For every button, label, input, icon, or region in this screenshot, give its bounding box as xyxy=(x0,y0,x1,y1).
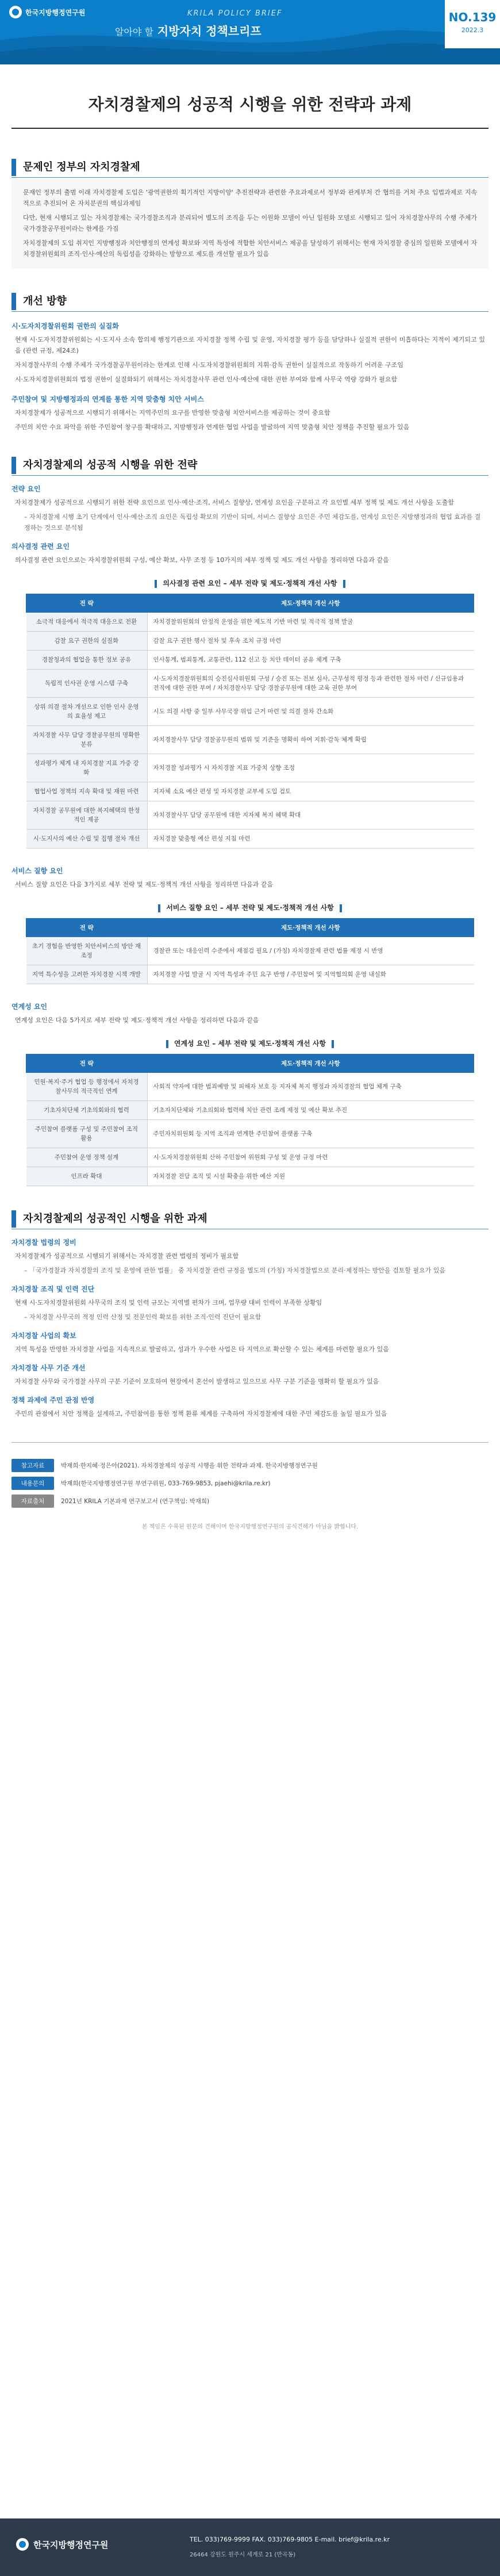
brand-prefix: 알아야 할 xyxy=(115,26,153,37)
paragraph: 다만, 현재 시행되고 있는 자치경찰제는 국가경찰조직과 분리되어 별도의 조직을 두는 이원화 모델이 아닌 일원화 모델로 시행되고 있어 자치경찰사무의 수행 주체가 국가경찰공무원이라는 한계를 가짐 xyxy=(23,214,477,232)
contact-value[interactable]: 박재희(한국지방행정연구원 부연구위원, 033-769-9853, pjaehi@krila.re.kr) xyxy=(61,1480,271,1487)
strategy-cell: 독립적 인사권 운영 시스템 구축 xyxy=(26,670,148,698)
paragraph: 의사결정 관련 요인으로는 자치경찰위원회 구성, 예산 확보, 사무 조정 등 10가지의 세부 정책 및 제도 개선 사항을 정리하면 다음과 같음 xyxy=(15,556,389,564)
improvement-cell: 시·도자치경찰위원회의 승진심사위원회 구성 / 승진 또는 전보 심사, 근무성적 평정 등과 관련한 절차 마련 / 신규임용과 전직에 대한 권한 부여 / 자치경찰사무 담당 경찰공무원에 대한 교육 권한 부여 xyxy=(147,670,474,698)
subheading: 시·도자치경찰위원회 권한의 실질화 xyxy=(11,322,119,330)
table-caption: 연계성 요인 – 세부 전략 및 제도·정책적 개선 사항 xyxy=(11,1038,489,1048)
section-improvement xyxy=(11,292,489,433)
section-body xyxy=(11,178,489,269)
strategy-cell: 감찰 요구 권한의 실질화 xyxy=(26,632,148,651)
table-row xyxy=(26,1120,474,1148)
strategy-cell: 초기 경험을 반영한 치안서비스의 방안 재조정 xyxy=(26,937,148,965)
section-title: 자치경찰제의 성공적인 시행을 위한 과제 xyxy=(23,1213,207,1225)
improvement-cell: 시도 의결 사항 중 일부 사무국장 위임 근거 마련 및 의결 절차 간소화 xyxy=(147,698,474,726)
strategy-cell: 기초자치단체 기초의회와의 협력 xyxy=(26,1101,148,1120)
org-name: 한국지방행정연구원 xyxy=(25,8,86,17)
table-header: 전 략 xyxy=(26,1054,148,1073)
improvement-cell: 자치경찰 맞춤형 예산 편성 지침 마련 xyxy=(147,830,474,849)
source-row xyxy=(11,1495,489,1508)
section-title: 개선 방향 xyxy=(23,295,67,307)
reference-tag: 참고자료 xyxy=(11,1459,54,1472)
improvement-cell: 자치경찰사무 담당 경찰공무원의 범위 및 기준을 명확히 하여 지휘·감독 체계 확립 xyxy=(147,726,474,754)
page-title: 자치경찰제의 성공적 시행을 위한 전략과 과제 xyxy=(88,95,412,114)
improvement-cell: 시·도자치경찰위원회 산하 주민참여 위원회 구성 및 운영 규정 마련 xyxy=(147,1148,474,1167)
improvement-cell: 자치경찰 전담 조직 및 시설 확충을 위한 예산 지원 xyxy=(147,1167,474,1186)
source-tag: 자료출처 xyxy=(11,1495,54,1508)
section-heading xyxy=(11,1209,489,1229)
decision-factor-table xyxy=(26,594,474,849)
table-body xyxy=(26,1073,474,1186)
table-header: 제도·정책적 개선 사항 xyxy=(147,919,474,937)
heading-bar xyxy=(11,457,16,474)
paragraph: 서비스 질향 요인은 다음 3가지로 세부 전략 및 제도·정책적 개선 사항을 정리하면 다음과 같음 xyxy=(15,881,274,888)
footer-logo xyxy=(16,2538,108,2551)
table-row xyxy=(26,830,474,849)
paragraph: 자치경찰사무의 수행 주체가 국가경찰공무원이라는 한계로 인해 시·도자치경찰위원회의 지휘·감독 권한이 실질적으로 작동하기 어려운 구조임 xyxy=(15,361,403,369)
table-header: 전 략 xyxy=(26,594,148,613)
table-row xyxy=(26,651,474,670)
improvement-cell: 사회적 약자에 대한 범죄예방 및 피해자 보호 등 지자체 복지 행정과 자치경찰의 협업 체계 구축 xyxy=(147,1073,474,1101)
table-row xyxy=(26,782,474,801)
paragraph: 주민의 치안 수요 파악을 위한 주민참여 창구를 확대하고, 지방행정과 연계한 협업 사업을 발굴하여 지역 맞춤형 치안 정책을 추진할 필요가 있음 xyxy=(15,423,410,431)
subheading: 의사결정 관련 요인 xyxy=(11,542,70,551)
reference-value: 박재희·한지혜·정은아(2021). 자치경찰제의 성공적 시행을 위한 전략과 과제. 한국지방행정연구원 xyxy=(61,1462,318,1469)
section-strategy xyxy=(11,456,489,1186)
strategy-cell: 소극적 대응에서 적극적 대응으로 전환 xyxy=(26,613,148,632)
strategy-cell: 상위 의결 절차 개선으로 인한 인사 운영의 효율성 제고 xyxy=(26,698,148,726)
paragraph: 자치경찰제가 성공적으로 시행되기 위해서는 자치경찰 관련 법령의 정비가 필요함 xyxy=(15,1252,239,1260)
contact-tag: 내용문의 xyxy=(11,1477,54,1490)
section-tasks xyxy=(11,1209,489,1419)
subheading: 자치경찰 법령의 정비 xyxy=(11,1239,76,1247)
improvement-cell: 주민자치위원회 등 지역 조직과 연계한 주민참여 플랫폼 구축 xyxy=(147,1120,474,1148)
heading-bar xyxy=(11,159,16,176)
reference-info xyxy=(11,1442,489,1530)
strategy-cell: 주민참여 플랫폼 구성 및 주민참여 조직 활용 xyxy=(26,1120,148,1148)
table-body xyxy=(26,613,474,849)
table-row xyxy=(26,937,474,965)
table-row xyxy=(26,613,474,632)
paragraph: 지역 특성을 반영한 자치경찰 사업을 지속적으로 발굴하고, 성과가 우수한 사업은 타 지역으로 확산할 수 있는 체계를 마련할 필요가 있음 xyxy=(15,1346,389,1353)
brand-title xyxy=(115,22,261,39)
table-caption: 의사결정 관련 요인 – 세부 전략 및 제도·정책적 개선 사항 xyxy=(11,578,489,588)
paragraph: 현재 시·도자치경찰위원회 사무국의 조직 및 인력 규모는 지역별 편차가 크며, 업무량 대비 인력이 부족한 상황임 xyxy=(15,1299,322,1306)
title-area xyxy=(0,64,500,135)
improvement-cell: 감찰 요구 권한 행사 절차 및 후속 조치 규정 마련 xyxy=(147,632,474,651)
strategy-cell: 성과평가 체계 내 자치경찰 지표 가중 강화 xyxy=(26,754,148,782)
brand-english: KRILA POLICY BRIEF xyxy=(187,9,283,18)
paragraph: 현재 시·도자치경찰위원회는 시·도지사 소속 합의제 행정기관으로 자치경찰 정책 수립 및 운영, 자치경찰 평가 등을 담당하나 실질적 권한이 미흡하다는 지적이 제기되고 있음 (관련 규정, 제24조) xyxy=(15,336,485,354)
improvement-cell: 자치경찰사무 담당 공무원에 대한 지자체 복지 혜택 확대 xyxy=(147,801,474,830)
heading-bar xyxy=(11,1210,16,1228)
improvement-cell: 자치경찰 성과평가 시 자치경찰 지표 가중치 상향 조정 xyxy=(147,754,474,782)
table-caption: 서비스 질향 요인 – 세부 전략 및 제도·정책적 개선 사항 xyxy=(11,903,489,912)
footer-org: 한국지방행정연구원 xyxy=(33,2539,109,2550)
footer-bar xyxy=(0,2518,500,2576)
section-intro xyxy=(11,158,489,269)
strategy-cell: 시·도지사의 예산 수립 및 집행 절차 개선 xyxy=(26,830,148,849)
strategy-cell: 민원·복지·주거 협업 등 행정에서 자치경찰사무의 적극적인 연계 xyxy=(26,1073,148,1101)
dash-item: – 「국가경찰과 자치경찰의 조직 및 운영에 관한 법률」 중 자치경찰 관련 규정을 별도의 (가칭) 자치경찰법으로 분리·제정하는 방안을 검토할 필요가 있음 xyxy=(24,1267,445,1274)
subheading: 전략 요인 xyxy=(11,485,41,493)
improvement-cell: 인사통계, 범죄통계, 교통관련, 112 신고 등 치안 데이터 공유 체계 구축 xyxy=(147,651,474,670)
subheading: 자치경찰 사무 기준 개선 xyxy=(11,1364,86,1372)
table-row xyxy=(26,698,474,726)
table-row xyxy=(26,801,474,830)
paragraph: 문재인 정부의 출범 이래 자치경찰제 도입은 '광역권한의 획기적인 지방이양' 추진전략과 관련한 주요과제로서 정부와 관계부처 간 협의를 거쳐 주요 입법과제로 지속적으로 추진되어 온 자치분권의 핵심과제임 xyxy=(23,189,477,207)
section-heading xyxy=(11,292,489,312)
reference-row xyxy=(11,1459,489,1472)
strategy-cell: 지역 특수성을 고려한 자치경찰 시책 개발 xyxy=(26,965,148,984)
paragraph: 자치경찰제가 성공적으로 시행되기 위해서는 지역주민의 요구를 반영한 맞춤형 치안서비스를 제공하는 것이 중요함 xyxy=(15,409,330,416)
paragraph: 자치경찰제가 성공적으로 시행되기 위한 전략 요인으로 인사·예산·조직, 서비스 질향상, 연계성 요인을 구분하고 각 요인별 세부 정책 및 제도 개선 사항을 도출함 xyxy=(15,499,454,506)
strategy-cell: 협업사업 정책의 지속 확대 및 재원 마련 xyxy=(26,782,148,801)
org-emblem-icon xyxy=(9,6,22,18)
dash-item: – 자치경찰제 시행 초기 단계에서 인사·예산·조직 요인은 독립성 확보의 기반이 되며, 서비스 질향상 요인은 주민 체감도를, 연계성 요인은 지방행정과의 협업 효과를 결정하는 것으로 분석됨 xyxy=(24,513,481,532)
table-row xyxy=(26,632,474,651)
subheading: 연계성 요인 xyxy=(11,1003,48,1011)
table-row xyxy=(26,726,474,754)
source-value: 2021년 KRILA 기본과제 연구보고서 (연구책임: 박재희) xyxy=(61,1498,210,1505)
footer-address: 26464 강원도 원주시 세계로 21 (반곡동) xyxy=(190,2552,296,2558)
contact-row xyxy=(11,1477,489,1490)
table-body xyxy=(26,937,474,984)
paragraph: 연계성 요인은 다음 5가지로 세부 전략 및 제도·정책적 개선 사항을 정리하면 다음과 같음 xyxy=(15,1016,259,1024)
table-header: 전 략 xyxy=(26,919,148,937)
table-header: 제도·정책적 개선 사항 xyxy=(147,594,474,613)
table-row xyxy=(26,1167,474,1186)
improvement-cell: 지자체 소요 예산 편성 및 자치경찰 교부세 도입 검토 xyxy=(147,782,474,801)
strategy-cell: 경찰청과의 협업을 통한 정보 공유 xyxy=(26,651,148,670)
table-row xyxy=(26,1148,474,1167)
paragraph: 자치경찰제의 도입 취지인 지방행정과 치안행정의 연계성 확보와 지역 특성에 적합한 치안서비스 제공을 달성하기 위해서는 현재 자치경찰 중심의 일원화 모델에서 자치경찰위원회의 조직·인사·예산의 독립성을 강화하는 방향으로 제도를 개선할 필요가 있음 xyxy=(23,239,477,258)
table-row xyxy=(26,1101,474,1120)
header-banner xyxy=(0,0,500,64)
subheading: 정책 과제에 주민 관점 반영 xyxy=(11,1396,95,1404)
subheading: 자치경찰 사업의 확보 xyxy=(11,1332,76,1340)
strategy-cell: 자치경찰 사무 담당 경찰공무원의 명확한 분류 xyxy=(26,726,148,754)
section-title: 자치경찰제의 성공적 시행을 위한 전략 xyxy=(23,459,198,471)
table-header: 제도·정책적 개선 사항 xyxy=(147,1054,474,1073)
linkage-factor-table xyxy=(26,1054,474,1186)
brand-main: 지방자치 정책브리프 xyxy=(157,24,261,38)
footer-contact: TEL. 033)769-9999 FAX. 033)769-9805 E-mail. brief@krila.re.kr xyxy=(190,2536,390,2543)
section-heading xyxy=(11,456,489,476)
org-logo xyxy=(9,6,85,18)
issue-badge xyxy=(445,0,500,48)
paragraph: 자치경찰 사무와 국가경찰 사무의 구분 기준이 모호하여 현장에서 혼선이 발생하고 있으므로 사무 구분 기준을 명확히 할 필요가 있음 xyxy=(15,1378,379,1385)
subheading: 주민참여 및 지방행정과의 연계를 통한 지역 맞춤형 치안 서비스 xyxy=(11,395,204,403)
improvement-cell: 자치경찰 사업 발굴 시 지역 특성과 주민 요구 반영 / 주민참여 및 지역협의회 운영 내실화 xyxy=(147,965,474,984)
issue-number: NO.139 xyxy=(448,10,497,24)
improvement-cell: 자치경찰위원회의 안정적 운영을 위한 제도적 기반 마련 및 적극적 정책 발굴 xyxy=(147,613,474,632)
heading-bar xyxy=(11,293,16,310)
issue-date: 2022.3 xyxy=(461,26,484,34)
title-divider xyxy=(11,128,489,129)
disclaimer: 본 책임은 수록된 원문의 견해이며 한국지방행정연구원의 공식견해가 아님을 밝힙니다. xyxy=(141,1524,359,1530)
improvement-cell: 경찰관 또는 대응인력 수준에서 재점검 필요 / (가칭) 자치경찰제 관련 법률 제정 시 반영 xyxy=(147,937,474,965)
service-factor-table xyxy=(26,918,474,984)
improvement-cell: 기초자치단체와 기초의회와 협력해 치안 관련 조례 제정 및 예산 확보 추진 xyxy=(147,1101,474,1120)
paragraph: 시·도자치경찰위원회의 법정 권한이 실질화되기 위해서는 자치경찰사무 관련 인사·예산에 대한 권한 부여와 함께 사무국 역량 강화가 필요함 xyxy=(15,376,398,383)
strategy-cell: 인프라 확대 xyxy=(26,1167,148,1186)
table-row xyxy=(26,1073,474,1101)
org-emblem-icon xyxy=(16,2538,29,2551)
paragraph: 주민의 관점에서 치안 정책을 설계하고, 주민참여를 통한 정책 환류 체계를 구축하여 자치경찰제에 대한 주민 체감도를 높일 필요가 있음 xyxy=(15,1410,387,1417)
table-row xyxy=(26,965,474,984)
strategy-cell: 자치경찰 공무원에 대한 복지혜택의 한정적인 제공 xyxy=(26,801,148,830)
subheading: 자치경찰 조직 및 인력 진단 xyxy=(11,1285,95,1293)
table-row xyxy=(26,754,474,782)
dash-item: – 자치경찰 사무국의 적정 인력 산정 및 전문인력 확보를 위한 조직·인력 진단이 필요함 xyxy=(24,1313,261,1321)
table-row xyxy=(26,670,474,698)
strategy-cell: 주민참여 운영 정책 설계 xyxy=(26,1148,148,1167)
section-heading xyxy=(11,158,489,178)
subheading: 서비스 질향 요인 xyxy=(11,867,63,875)
section-title: 문제인 정부의 자치경찰제 xyxy=(23,161,140,173)
